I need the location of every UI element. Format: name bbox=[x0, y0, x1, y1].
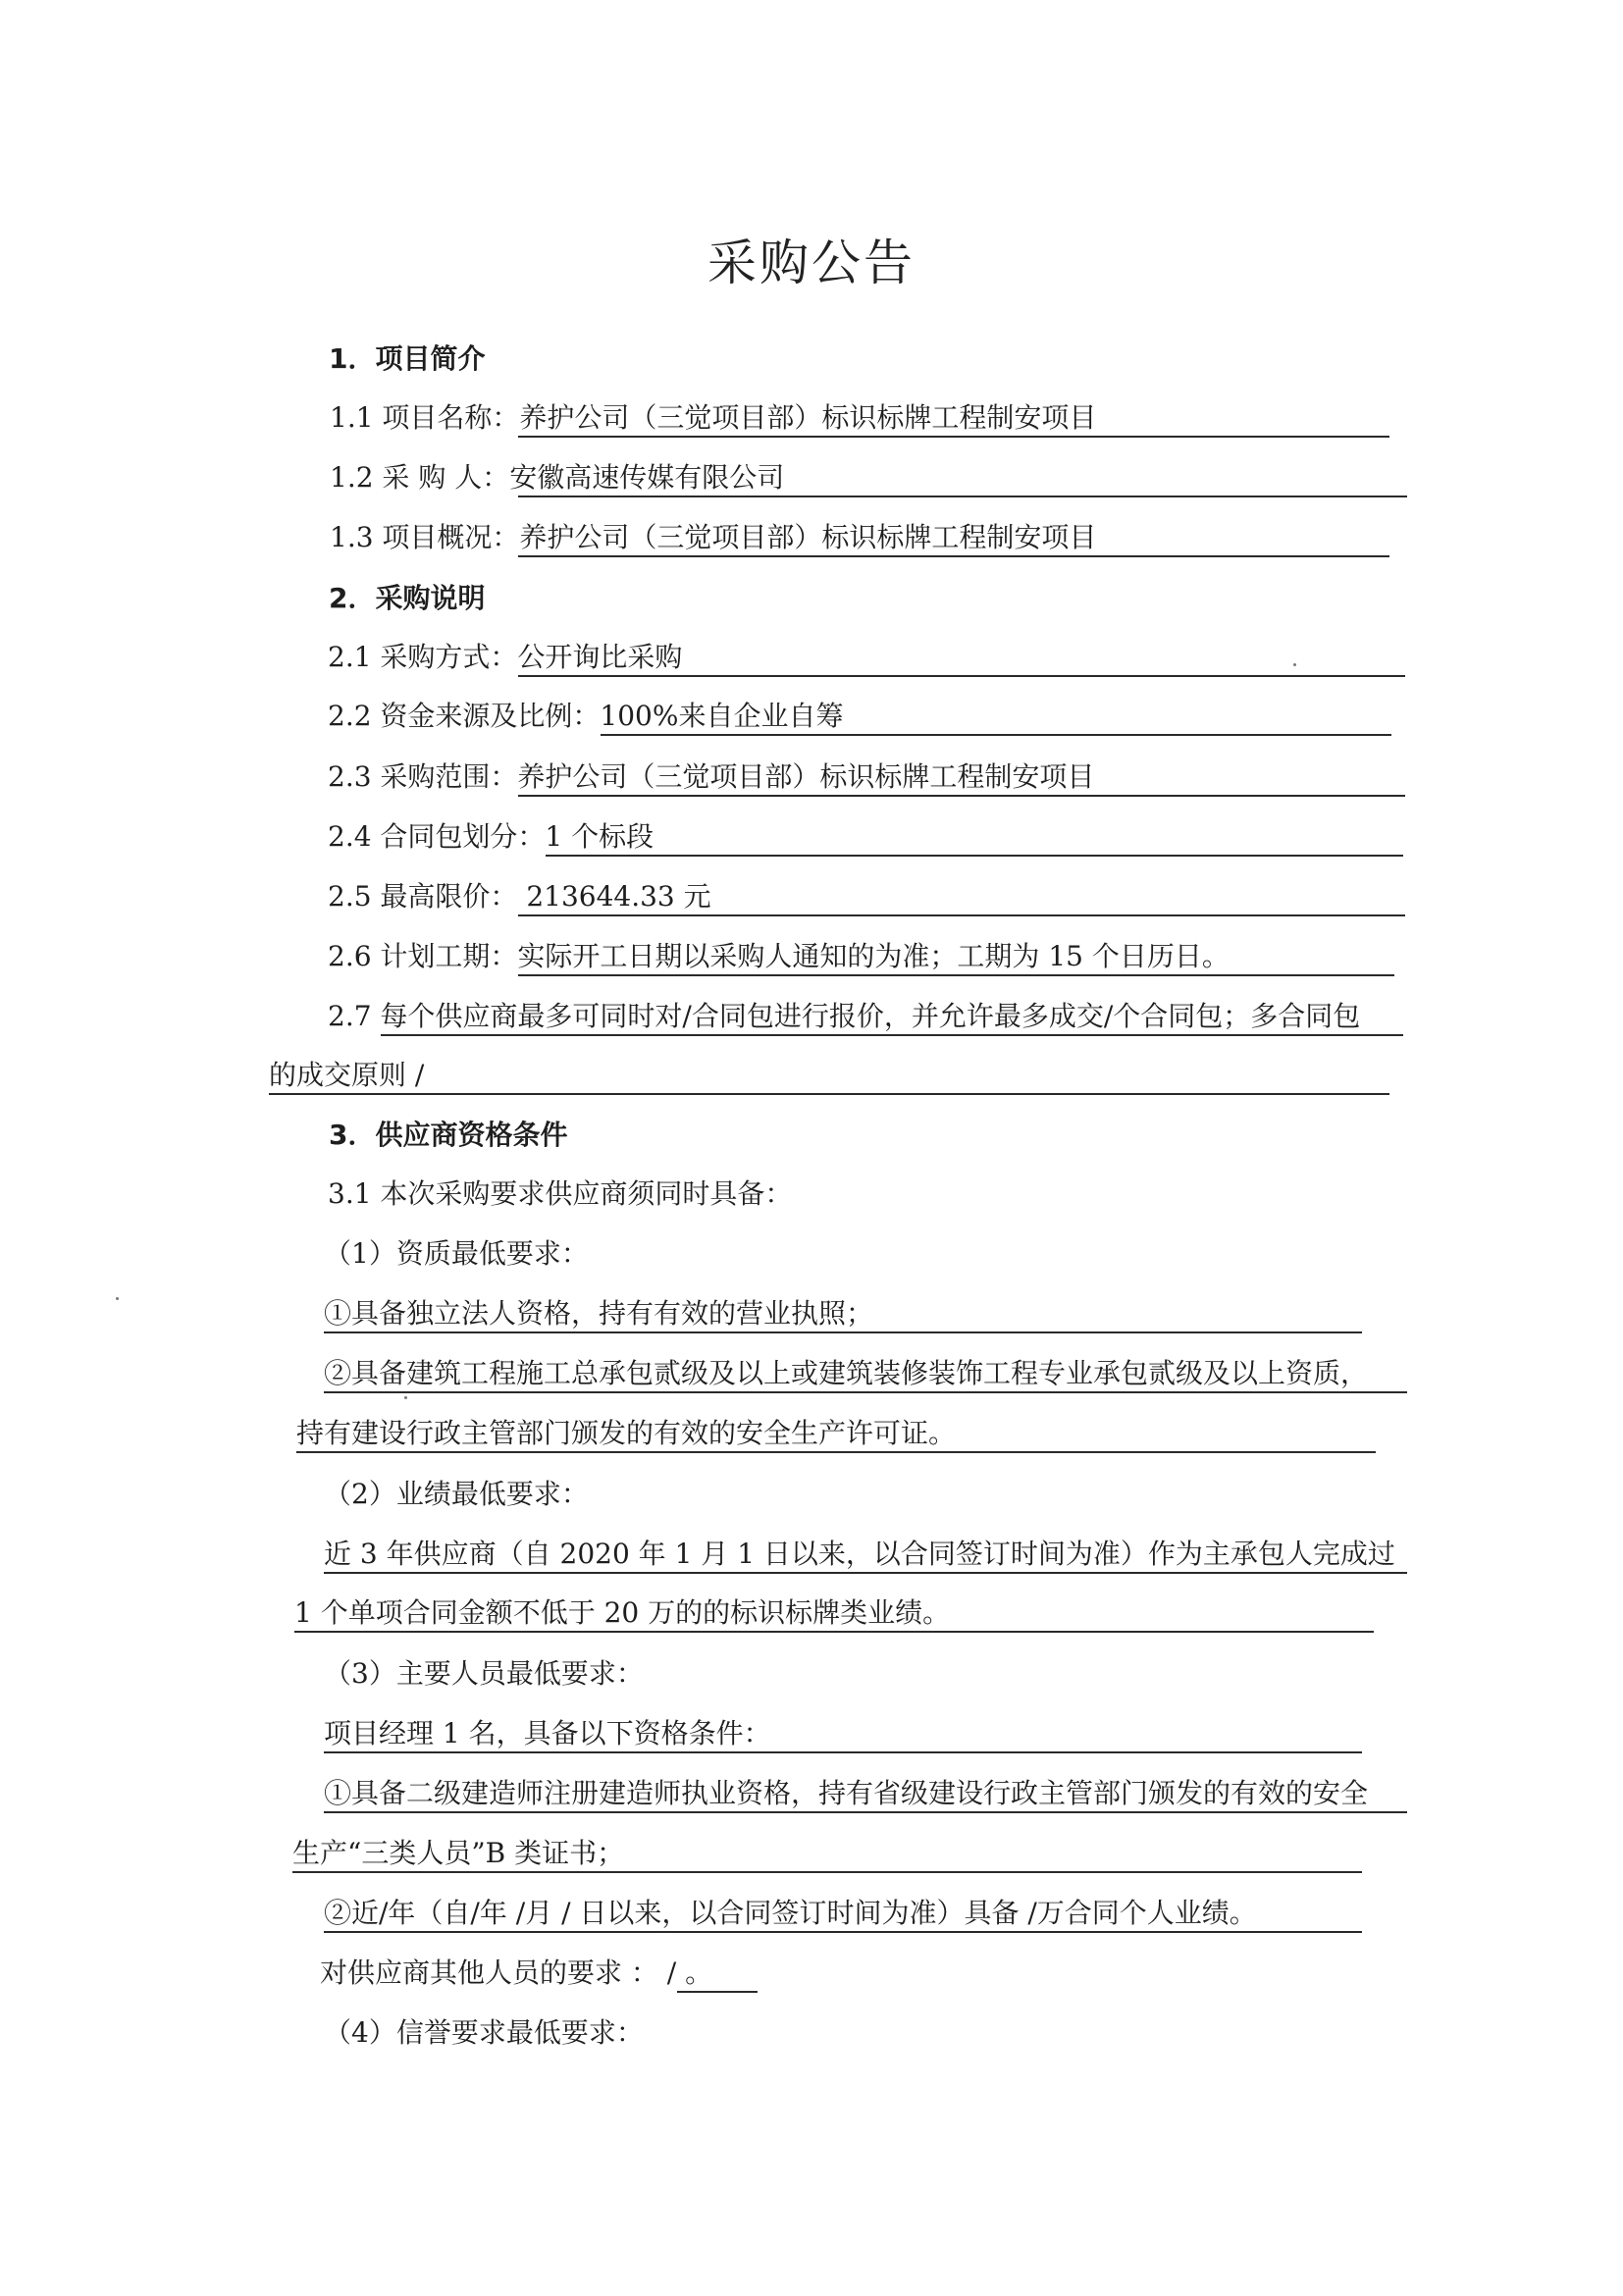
section-1-heading: 1．项目简介 bbox=[329, 342, 486, 375]
underline bbox=[324, 1572, 1407, 1574]
project-name-line: 1.1 项目名称：养护公司（三觉项目部）标识标牌工程制安项目 bbox=[330, 401, 1097, 434]
underline bbox=[381, 1034, 1403, 1036]
section-3-heading: 3．供应商资格条件 bbox=[329, 1119, 568, 1151]
qualification-item-2-line-2: 持有建设行政主管部门颁发的有效的安全生产许可证。 bbox=[296, 1417, 957, 1449]
performance-line-1: 近 3 年供应商（自 2020 年 1 月 1 日以来，以合同签订时间为准）作为主承包人完成过 bbox=[324, 1538, 1395, 1570]
manager-qualification-line-1: ①具备二级建造师注册建造师执业资格，持有省级建设行政主管部门颁发的有效的安全 bbox=[324, 1777, 1369, 1809]
project-manager-line: 项目经理 1 名，具备以下资格条件： bbox=[324, 1717, 771, 1749]
bidding-rule-line-2: 的成交原则 / bbox=[269, 1059, 425, 1091]
qualification-item-1: ①具备独立法人资格，持有有效的营业执照； bbox=[324, 1297, 874, 1330]
scan-speck bbox=[1293, 663, 1296, 666]
scan-speck bbox=[116, 1297, 119, 1300]
underline bbox=[518, 436, 1389, 438]
max-price-line: 2.5 最高限价： 213644.33 元 bbox=[328, 880, 711, 913]
underline bbox=[518, 795, 1405, 797]
requirement-intro-line: 3.1 本次采购要求供应商须同时具备： bbox=[328, 1177, 793, 1210]
project-overview-line: 1.3 项目概况：养护公司（三觉项目部）标识标牌工程制安项目 bbox=[330, 521, 1097, 553]
manager-performance-line: ②近/年（自/年 /月 / 日以来，以合同签订时间为准）具备 /万合同个人业绩。 bbox=[324, 1897, 1257, 1929]
underline bbox=[677, 1991, 758, 1993]
manager-qualification-line-2: 生产“三类人员”B 类证书； bbox=[292, 1837, 625, 1869]
bidding-rule-line-1: 2.7 每个供应商最多可同时对/合同包进行报价，并允许最多成交/个合同包；多合同包 bbox=[328, 1000, 1361, 1032]
performance-heading: （2）业绩最低要求： bbox=[324, 1478, 589, 1510]
funding-source-line: 2.2 资金来源及比例：100%来自企业自筹 bbox=[328, 700, 844, 732]
underline bbox=[269, 1093, 1389, 1095]
underline bbox=[601, 734, 1391, 736]
purchaser-line: 1.2 采 购 人：安徽高速传媒有限公司 bbox=[330, 461, 785, 494]
page-title: 采购公告 bbox=[707, 235, 916, 291]
procurement-scope-line: 2.3 采购范围：养护公司（三觉项目部）标识标牌工程制安项目 bbox=[328, 760, 1095, 793]
underline bbox=[324, 1751, 1362, 1753]
underline bbox=[518, 496, 1407, 497]
section-2-heading: 2．采购说明 bbox=[329, 582, 486, 614]
underline bbox=[518, 974, 1394, 976]
credit-requirement-heading: （4）信誉要求最低要求： bbox=[324, 2016, 644, 2049]
underline bbox=[324, 1931, 1362, 1933]
scan-speck bbox=[404, 1396, 407, 1399]
qualification-item-2-line-1: ②具备建筑工程施工总承包贰级及以上或建筑装修装饰工程专业承包贰级及以上资质， bbox=[324, 1357, 1369, 1389]
underline bbox=[518, 675, 1405, 677]
underline bbox=[546, 855, 1403, 857]
underline bbox=[518, 914, 1405, 916]
underline bbox=[324, 1331, 1362, 1333]
procurement-method-line: 2.1 采购方式：公开询比采购 bbox=[328, 641, 683, 673]
underline bbox=[324, 1391, 1407, 1393]
other-personnel-line: 对供应商其他人员的要求 ： / 。 bbox=[320, 1957, 713, 1989]
underline bbox=[518, 555, 1389, 557]
underline bbox=[324, 1811, 1407, 1813]
underline bbox=[292, 1871, 1362, 1873]
underline bbox=[294, 1631, 1374, 1633]
performance-line-2: 1 个单项合同金额不低于 20 万的的标识标牌类业绩。 bbox=[294, 1596, 951, 1629]
qualification-heading: （1）资质最低要求： bbox=[324, 1237, 589, 1270]
personnel-heading: （3）主要人员最低要求： bbox=[324, 1657, 644, 1690]
underline bbox=[296, 1451, 1376, 1453]
planned-duration-line: 2.6 计划工期：实际开工日期以采购人通知的为准；工期为 15 个日历日。 bbox=[328, 940, 1230, 972]
contract-package-line: 2.4 合同包划分：1 个标段 bbox=[328, 820, 654, 853]
